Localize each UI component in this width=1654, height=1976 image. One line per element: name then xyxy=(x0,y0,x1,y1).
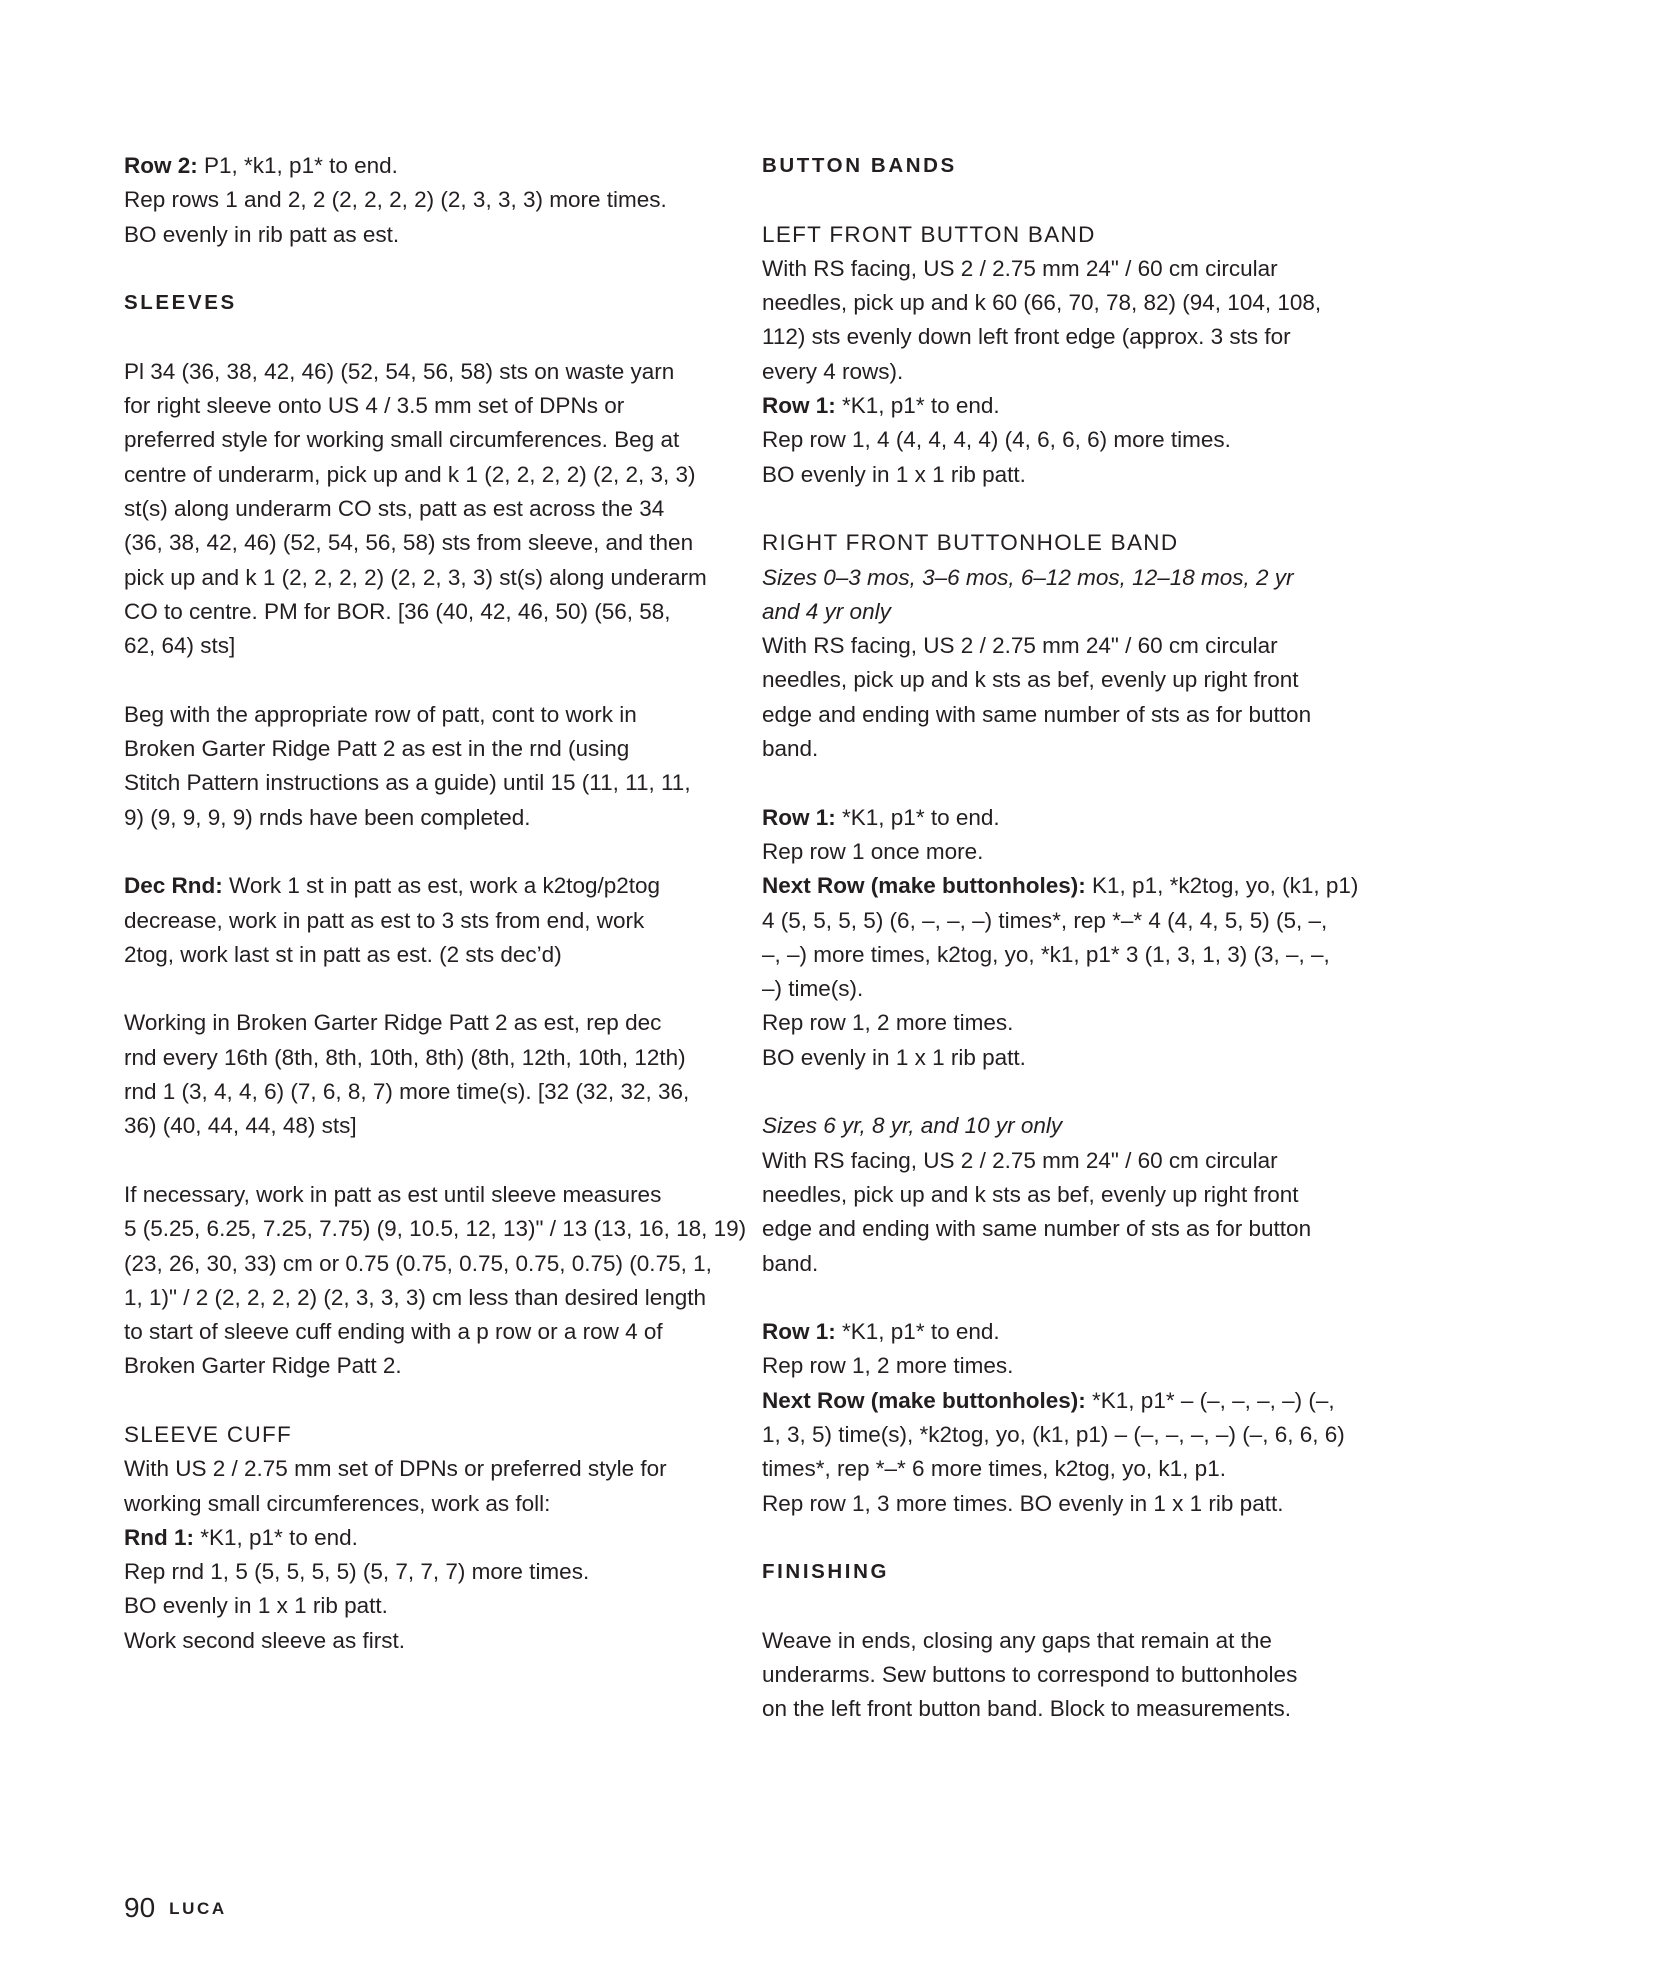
dec-rnd-para xyxy=(124,869,764,972)
text-line: 2tog, work last st in patt as est. (2 sts dec’d) xyxy=(124,941,562,967)
text-line: to start of sleeve cuff ending with a p row or a row 4 of xyxy=(124,1319,663,1345)
text-line: Rep row 1, 2 more times. xyxy=(762,1353,1014,1379)
sleeve-cuff-heading: SLEEVE CUFF xyxy=(124,1421,293,1447)
row2-text: P1, *k1, p1* to end. xyxy=(197,153,398,178)
text-line: With RS facing, US 2 / 2.75 mm 24" / 60 cm circular xyxy=(762,633,1278,659)
finishing-heading: FINISHING xyxy=(762,1560,890,1584)
row2-block xyxy=(124,149,764,252)
row2-line xyxy=(124,149,764,183)
sizes-a-line: and 4 yr only xyxy=(762,598,891,624)
page-footer xyxy=(124,1891,227,1927)
sizes-b-line: Sizes 6 yr, 8 yr, and 10 yr only xyxy=(762,1113,1063,1139)
text-line: 4 (5, 5, 5, 5) (6, –, –, –) times*, rep *–* 4 (4, 4, 5, 5) (5, –, xyxy=(762,907,1328,933)
bo-line: BO evenly in rib patt as est. xyxy=(124,221,400,247)
text-line: Working in Broken Garter Ridge Patt 2 as est, rep dec xyxy=(124,1010,662,1036)
row1-text: *K1, p1* to end. xyxy=(835,804,1000,830)
text-line: Rep row 1 once more. xyxy=(762,838,984,864)
rnd1-text: *K1, p1* to end. xyxy=(194,1524,358,1550)
text-line: 62, 64) sts] xyxy=(124,633,236,659)
text-line: edge and ending with same number of sts as for button xyxy=(762,1216,1312,1242)
next-row-line xyxy=(762,1384,1402,1418)
text-line: With RS facing, US 2 / 2.75 mm 24" / 60 cm circular xyxy=(762,1147,1278,1173)
text-line: Work second sleeve as first. xyxy=(124,1627,405,1653)
text-line: CO to centre. PM for BOR. [36 (40, 42, 46, 50) (56, 58, xyxy=(124,598,671,624)
sleeves-para-4 xyxy=(124,1006,764,1143)
text-line: band. xyxy=(762,736,819,762)
row1-label: Row 1: xyxy=(762,804,836,830)
text-line: 1, 1)" / 2 (2, 2, 2, 2) (2, 3, 3, 3) cm less than desired length xyxy=(124,1284,707,1310)
rep-rows-line: Rep rows 1 and 2, 2 (2, 2, 2, 2) (2, 3, 3, 3) more times. xyxy=(124,187,667,213)
next-row-line xyxy=(762,869,1402,903)
left-band-section xyxy=(762,218,1402,492)
sleeves-para-5 xyxy=(124,1178,764,1384)
text-line: for right sleeve onto US 4 / 3.5 mm set of DPNs or xyxy=(124,393,625,419)
text-line: BO evenly in 1 x 1 rib patt. xyxy=(762,461,1026,487)
row1-text: *K1, p1* to end. xyxy=(835,1319,1000,1345)
text-line: With RS facing, US 2 / 2.75 mm 24" / 60 cm circular xyxy=(762,255,1278,281)
row1-line xyxy=(762,389,1402,423)
text-line: Rep row 1, 3 more times. BO evenly in 1 x 1 rib patt. xyxy=(762,1490,1284,1516)
text-line: Beg with the appropriate row of patt, cont to work in xyxy=(124,701,637,727)
next-row-text: K1, p1, *k2tog, yo, (k1, p1) xyxy=(1085,873,1359,899)
text-line: pick up and k 1 (2, 2, 2, 2) (2, 2, 3, 3) st(s) along underarm xyxy=(124,564,707,590)
button-bands-heading: BUTTON BANDS xyxy=(762,154,957,177)
text-line: BO evenly in 1 x 1 rib patt. xyxy=(762,1044,1026,1070)
text-line: every 4 rows). xyxy=(762,358,904,384)
text-line: Weave in ends, closing any gaps that remain at the xyxy=(762,1627,1272,1653)
left-column xyxy=(124,149,764,1658)
row2-label: Row 2: xyxy=(124,153,198,178)
right-band-section xyxy=(762,526,1402,766)
rnd1-label: Rnd 1: xyxy=(124,1524,194,1550)
text-line: –, –) more times, k2tog, yo, *k1, p1* 3 (1, 3, 1, 3) (3, –, –, xyxy=(762,941,1330,967)
dec-rnd-text: Work 1 st in patt as est, work a k2tog/p2tog xyxy=(222,873,661,899)
text-line: Rep rnd 1, 5 (5, 5, 5, 5) (5, 7, 7, 7) more times. xyxy=(124,1559,590,1585)
text-line: decrease, work in patt as est to 3 sts from end, work xyxy=(124,907,645,933)
text-line: rnd 1 (3, 4, 4, 6) (7, 6, 8, 7) more time(s). [32 (32, 32, 36, xyxy=(124,1079,690,1105)
text-line: edge and ending with same number of sts as for button xyxy=(762,701,1312,727)
right-band-rows-a xyxy=(762,801,1402,1075)
next-row-label: Next Row (make buttonholes): xyxy=(762,1387,1086,1413)
sizes-a-line: Sizes 0–3 mos, 3–6 mos, 6–12 mos, 12–18 mos, 2 yr xyxy=(762,564,1294,590)
text-line: Rep row 1, 4 (4, 4, 4, 4) (4, 6, 6, 6) more times. xyxy=(762,427,1231,453)
row1-label: Row 1: xyxy=(762,393,836,419)
text-line: needles, pick up and k sts as bef, evenly up right front xyxy=(762,1181,1299,1207)
text-line: 112) sts evenly down left front edge (approx. 3 sts for xyxy=(762,324,1291,350)
text-line: st(s) along underarm CO sts, patt as est across the 34 xyxy=(124,495,665,521)
text-line: If necessary, work in patt as est until sleeve measures xyxy=(124,1181,662,1207)
left-band-heading: LEFT FRONT BUTTON BAND xyxy=(762,221,1096,247)
text-line: With US 2 / 2.75 mm set of DPNs or preferred style for xyxy=(124,1456,667,1482)
text-line: underarms. Sew buttons to correspond to buttonholes xyxy=(762,1662,1298,1688)
book-title: LUCA xyxy=(169,1899,227,1918)
text-line: preferred style for working small circumferences. Beg at xyxy=(124,427,680,453)
dec-rnd-line xyxy=(124,869,764,903)
text-line: (23, 26, 30, 33) cm or 0.75 (0.75, 0.75, 0.75, 0.75) (0.75, 1, xyxy=(124,1250,712,1276)
text-line: 1, 3, 5) time(s), *k2tog, yo, (k1, p1) – (–, –, –, –) (–, 6, 6, 6) xyxy=(762,1421,1345,1447)
right-band-heading: RIGHT FRONT BUTTONHOLE BAND xyxy=(762,530,1179,556)
text-line: Broken Garter Ridge Patt 2. xyxy=(124,1353,402,1379)
next-row-text: *K1, p1* – (–, –, –, –) (–, xyxy=(1085,1387,1335,1413)
text-line: BO evenly in 1 x 1 rib patt. xyxy=(124,1593,388,1619)
text-line: working small circumferences, work as foll: xyxy=(124,1490,551,1516)
right-band-sizes-b xyxy=(762,1109,1402,1280)
text-line: needles, pick up and k sts as bef, evenly up right front xyxy=(762,667,1299,693)
dec-rnd-label: Dec Rnd: xyxy=(124,873,223,899)
text-line: needles, pick up and k 60 (66, 70, 78, 82) (94, 104, 108, xyxy=(762,290,1322,316)
text-line: centre of underarm, pick up and k 1 (2, 2, 2, 2) (2, 2, 3, 3) xyxy=(124,461,696,487)
row1-text: *K1, p1* to end. xyxy=(835,393,1000,419)
text-line: Rep row 1, 2 more times. xyxy=(762,1010,1014,1036)
text-line: Stitch Pattern instructions as a guide) until 15 (11, 11, 11, xyxy=(124,770,691,796)
text-line: rnd every 16th (8th, 8th, 10th, 8th) (8th, 12th, 10th, 12th) xyxy=(124,1044,686,1070)
finishing-para xyxy=(762,1624,1402,1727)
sleeve-cuff-section xyxy=(124,1418,764,1658)
page-number: 90 xyxy=(124,1892,156,1923)
text-line: Pl 34 (36, 38, 42, 46) (52, 54, 56, 58) sts on waste yarn xyxy=(124,358,675,384)
sleeves-heading: SLEEVES xyxy=(124,291,237,315)
row1-line xyxy=(762,1315,1402,1349)
text-line: on the left front button band. Block to measurements. xyxy=(762,1696,1292,1722)
sleeves-para-1 xyxy=(124,355,764,664)
text-line: (36, 38, 42, 46) (52, 54, 56, 58) sts from sleeve, and then xyxy=(124,530,694,556)
rnd1-line xyxy=(124,1521,764,1555)
sleeves-para-2 xyxy=(124,698,764,835)
text-line: –) time(s). xyxy=(762,976,864,1002)
text-line: 36) (40, 44, 44, 48) sts] xyxy=(124,1113,357,1139)
next-row-label: Next Row (make buttonholes): xyxy=(762,873,1086,899)
text-line: times*, rep *–* 6 more times, k2tog, yo, k1, p1. xyxy=(762,1456,1226,1482)
text-line: Broken Garter Ridge Patt 2 as est in the rnd (using xyxy=(124,736,630,762)
right-column xyxy=(762,149,1402,1727)
text-line: 9) (9, 9, 9, 9) rnds have been completed. xyxy=(124,804,531,830)
text-line: 5 (5.25, 6.25, 7.25, 7.75) (9, 10.5, 12, 13)" / 13 (13, 16, 18, 19) xyxy=(124,1216,747,1242)
text-line: band. xyxy=(762,1250,819,1276)
row1-line xyxy=(762,801,1402,835)
row1-label: Row 1: xyxy=(762,1319,836,1345)
right-band-rows-b xyxy=(762,1315,1402,1521)
